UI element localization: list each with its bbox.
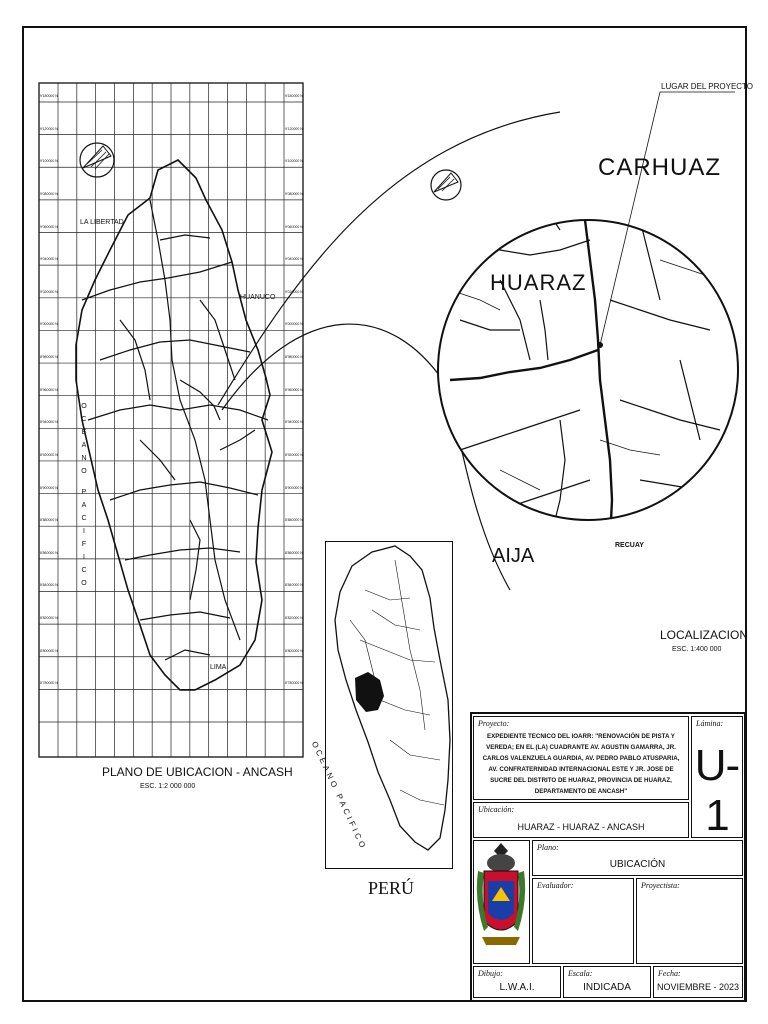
- north-coord-label: 8'900000 N: [285, 485, 303, 490]
- fecha-value: NOVIEMBRE - 2023: [656, 982, 740, 992]
- north-coord-label: 8'780000 N: [285, 681, 303, 686]
- ocean-letter: O: [81, 403, 87, 410]
- fecha-cell: [653, 966, 743, 998]
- plano-value: UBICACIÓN: [609, 859, 666, 870]
- north-coord-label: 8'780000 N: [40, 681, 58, 686]
- north-coord-label: 8'800000 N: [40, 648, 58, 653]
- ocean-letter: F: [81, 541, 87, 548]
- ubicacion-caption: Ubicación:: [478, 805, 514, 814]
- city-carhuaz: CARHUAZ: [598, 154, 722, 181]
- proyectista-cell: [636, 878, 743, 964]
- north-coord-label: 9'020000 N: [40, 289, 58, 294]
- dibujo-value: L.W.A.I.: [499, 982, 535, 993]
- ubicacion-cell: [473, 802, 689, 838]
- ubicacion-value: HUARAZ - HUARAZ - ANCASH: [517, 822, 645, 832]
- ocean-letter: I: [83, 554, 85, 561]
- north-coord-label: 8'960000 N: [285, 387, 303, 392]
- north-coord-label: 8'980000 N: [40, 355, 58, 360]
- dibujo-caption: Dibujo:: [478, 969, 503, 978]
- localizacion-title: LOCALIZACION: [660, 628, 749, 642]
- north-coord-label: 8'860000 N: [40, 550, 58, 555]
- north-coord-label: 8'820000 N: [285, 616, 303, 621]
- ocean-letter: I: [83, 528, 85, 535]
- north-coord-label: 9'100000 N: [285, 159, 303, 164]
- proyecto-text: EXPEDIENTE TECNICO DEL IOARR: "RENOVACIÓN DE PISTA Y VEREDA; EN EL (LA) CUADRANTE AV. AGUSTIN GAMARRA, JR. CARLOS VALENZUELA GUARDIA, AV. PEDRO PABLO ATUSPARIA, AV. CONFRATERNIDAD INTERNACIONAL ESTE Y JR. JOSE DE SUCRE DEL DISTRITO DE HUARAZ, PROVINCIA DE HUARAZ, DEPARTAMENTO DE ANCASH": [482, 733, 680, 795]
- peru-outline: [335, 546, 450, 850]
- north-coord-label: 8'960000 N: [40, 387, 58, 392]
- north-coord-label: 9'180000 N: [40, 94, 58, 98]
- ocean-letter: A: [81, 442, 87, 449]
- city-recuay: RECUAY: [615, 542, 644, 549]
- north-coord-label: 8'840000 N: [285, 583, 303, 588]
- departamento-map-scale: ESC. 1:2 000 000: [140, 783, 196, 790]
- north-coord-label: 9'000000 N: [285, 322, 303, 327]
- proyecto-cell: [473, 716, 689, 800]
- ocean-letter: P: [81, 489, 87, 496]
- project-pointer-label: LUGAR DEL PROYECTO: [661, 82, 754, 91]
- north-coord-label: 8'920000 N: [285, 452, 303, 457]
- ocean-letter: O: [81, 580, 87, 587]
- lamina-cell: [691, 716, 743, 838]
- escala-value: INDICADA: [583, 982, 631, 993]
- departamento-map-title: PLANO DE UBICACION - ANCASH: [102, 765, 293, 779]
- peru-ocean-label: OCEANO PACIFICO: [309, 740, 369, 852]
- evaluador-cell: [532, 878, 634, 964]
- escala-caption: Escala:: [568, 969, 593, 978]
- plano-caption: Plano:: [537, 843, 559, 852]
- north-coord-label: 9'180000 N: [285, 94, 303, 98]
- peru-title: PERÚ: [368, 878, 415, 898]
- north-coord-label: 8'800000 N: [285, 648, 303, 653]
- north-coord-label: 9'080000 N: [285, 191, 303, 196]
- dibujo-cell: [473, 966, 561, 998]
- label-la-libertad: LA LIBERTAD: [80, 219, 124, 226]
- plano-cell: [532, 840, 743, 876]
- proyectista-caption: Proyectista:: [641, 881, 680, 890]
- escala-cell: [563, 966, 651, 998]
- localizacion-scale: ESC. 1:400 000: [672, 646, 722, 653]
- logo-cell: [473, 840, 530, 964]
- north-coord-label: 9'080000 N: [40, 191, 58, 196]
- north-coord-label: 9'020000 N: [285, 289, 303, 294]
- ocean-letter: E: [81, 429, 87, 436]
- north-coord-label: 9'040000 N: [285, 257, 303, 262]
- north-coord-label: 8'860000 N: [285, 550, 303, 555]
- north-coord-label: 8'940000 N: [40, 420, 58, 425]
- north-coord-label: 8'980000 N: [285, 355, 303, 360]
- ocean-letter: C: [81, 416, 87, 423]
- ocean-letter: C: [81, 567, 87, 574]
- north-coord-label: 9'060000 N: [40, 224, 58, 229]
- north-coord-label: 9'100000 N: [40, 159, 58, 164]
- north-coord-label: 9'120000 N: [40, 126, 58, 131]
- ocean-letter: O: [81, 468, 87, 475]
- north-coord-label: 9'060000 N: [285, 224, 303, 229]
- ocean-letter: C: [81, 515, 87, 522]
- evaluador-caption: Evaluador:: [537, 881, 574, 890]
- north-coord-label: 8'880000 N: [285, 518, 303, 523]
- city-huaraz: HUARAZ: [490, 270, 587, 295]
- fecha-caption: Fecha:: [658, 969, 681, 978]
- north-coord-label: 8'920000 N: [40, 452, 58, 457]
- north-coord-label: 9'040000 N: [40, 257, 58, 262]
- city-aija: AIJA: [492, 545, 535, 567]
- north-coord-label: 8'880000 N: [40, 518, 58, 523]
- north-coord-label: 8'820000 N: [40, 616, 58, 621]
- north-coord-label: 9'120000 N: [285, 126, 303, 131]
- north-coord-label: 8'840000 N: [40, 583, 58, 588]
- proyecto-caption: Proyecto:: [478, 719, 510, 728]
- north-coord-label: 9'000000 N: [40, 322, 58, 327]
- ocean-letter: A: [81, 502, 87, 509]
- label-lima: LIMA: [210, 664, 227, 671]
- ocean-letter: N: [81, 455, 87, 462]
- lamina-caption: Lámina:: [696, 719, 724, 728]
- lamina-value: U-1: [694, 741, 740, 840]
- label-huanuco: HUANUCO: [240, 294, 276, 301]
- north-coord-label: 8'900000 N: [40, 485, 58, 490]
- north-coord-label: 8'940000 N: [285, 420, 303, 425]
- coat-of-arms-icon: [474, 841, 529, 963]
